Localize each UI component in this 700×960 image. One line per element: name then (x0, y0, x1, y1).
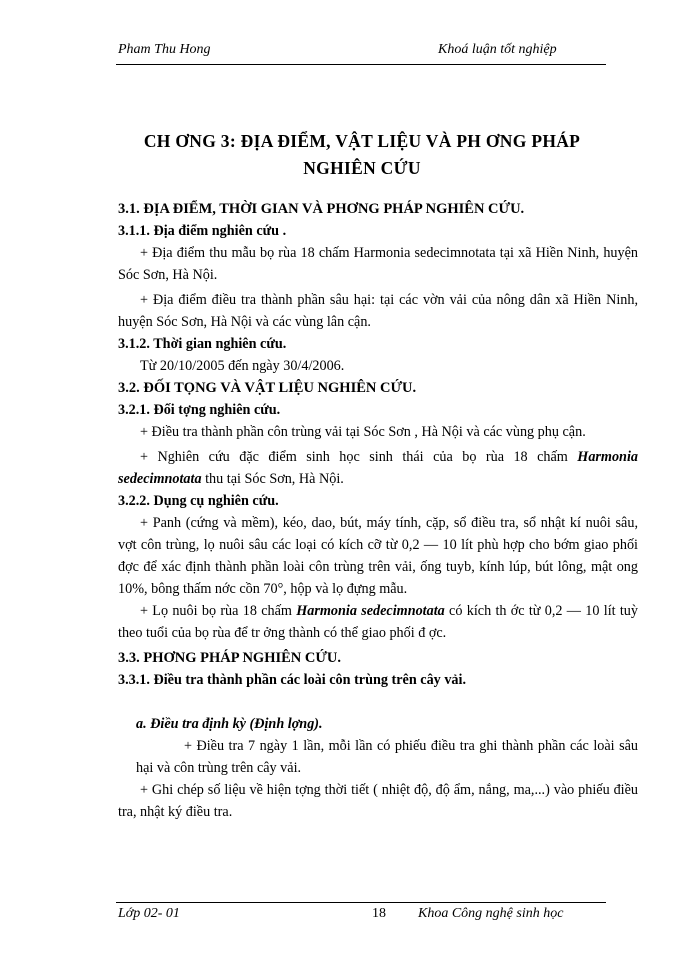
paragraph-rearing-jars-text-c: có kích th ớc từ 0,2 — 10 lít tuỳ theo tuổi của bọ rùa để tr ởng thành có thể giao phối đ ợc. (118, 603, 638, 641)
paragraph-time-period: Từ 20/10/2005 đến ngày 30/4/2006. (140, 358, 345, 374)
paragraph-periodic-survey: + Điều tra 7 ngày 1 lần, mỗi lần có phiếu điều tra ghi thành phần các loài sâu hại và côn trùng trên cây vải. (136, 738, 638, 776)
section-3-3-heading: 3.3. PHƠNG PHÁP NGHIÊN CỨU. (118, 650, 342, 666)
paragraph-tools-list: + Panh (cứng và mềm), kéo, dao, bút, máy tính, cặp, sổ điều tra, sổ nhật kí nuôi sâu, vợt côn trùng, lọ nuôi sâu các loại có kích cỡ từ 0,2 — 10 lít phù hợp cho bớm giao phối đợc để xác định thành phần loài côn trùng trên vải, ống tuyb, kính lúp, bút lông, mật ong 10%, bông thấm nớc cồn 70°, hộp và lọ đựng mẫu. (118, 515, 638, 597)
footer-page-number: 18 (372, 906, 386, 921)
section-3-2-1-heading: 3.2.1. Đối tợng nghiên cứu. (118, 402, 281, 418)
paragraph-weather-records: + Ghi chép số liệu về hiện tợng thời tiết ( nhiệt độ, độ ẩm, nắng, ma,...) vào phiếu điều tra, nhật ký điều tra. (118, 782, 638, 820)
species-name-2: Harmonia sedecimnotata (296, 603, 445, 619)
paragraph-rearing-jars (118, 600, 638, 644)
section-3-1-1-heading: 3.1.1. Địa điểm nghiên cứu . (118, 223, 287, 239)
species-name: Harmonia sedecimnotata (118, 449, 638, 487)
document-body (118, 198, 638, 823)
chapter-title-line-2: NGHIÊN CỨU (303, 158, 421, 178)
footer-faculty: Khoa Công nghệ sinh học (418, 906, 564, 921)
paragraph-survey-insects: + Điều tra thành phần côn trùng vải tại Sóc Sơn , Hà Nội và các vùng phụ cận. (140, 424, 586, 440)
footer-class: Lớp 02- 01 (118, 906, 180, 921)
footer-rule (116, 902, 606, 903)
section-3-2-2-heading: 3.2.2. Dụng cụ nghiên cứu. (118, 493, 279, 509)
section-3-1-heading: 3.1. ĐỊA ĐIỂM, THỜI GIAN VÀ PHƠNG PHÁP NGHIÊN CỨU. (118, 201, 525, 217)
header-rule (116, 64, 606, 65)
subsection-a-heading: a. Điều tra định kỳ (Định lợng). (136, 716, 323, 732)
header-author: Pham Thu Hong (118, 42, 211, 57)
paragraph-rearing-jars-text-a: + Lọ nuôi bọ rùa 18 chấm (140, 603, 297, 619)
paragraph-location-survey: + Địa điểm điều tra thành phần sâu hại: tại các vờn vải của nông dân xã Hiền Ninh, huyện Sóc Sơn, Hà Nội và các vùng lân cận. (118, 292, 638, 330)
section-3-2-heading: 3.2. ĐỐI TỌNG VÀ VẬT LIỆU NGHIÊN CỨU. (118, 380, 417, 396)
chapter-title-line-1: CH ƠNG 3: ĐỊA ĐIỂM, VẬT LIỆU VÀ PH ƠNG PHÁP (143, 131, 581, 151)
paragraph-ladybug-study-text-a: + Nghiên cứu đặc điểm sinh học sinh thái của bọ rùa 18 chấm (140, 449, 578, 465)
paragraph-ladybug-study (118, 446, 638, 490)
header-doc-type: Khoá luận tốt nghiệp (438, 42, 557, 57)
section-3-3-1-heading: 3.3.1. Điều tra thành phần các loài côn trùng trên cây vải. (118, 672, 466, 688)
section-3-1-2-heading: 3.1.2. Thời gian nghiên cứu. (118, 336, 287, 352)
chapter-title (112, 128, 612, 182)
paragraph-ladybug-study-text-c: thu tại Sóc Sơn, Hà Nội. (201, 471, 344, 487)
paragraph-location-sampling: + Địa điểm thu mẫu bọ rùa 18 chấm Harmonia sedecimnotata tại xã Hiền Ninh, huyện Sóc Sơn, Hà Nội. (118, 245, 638, 283)
